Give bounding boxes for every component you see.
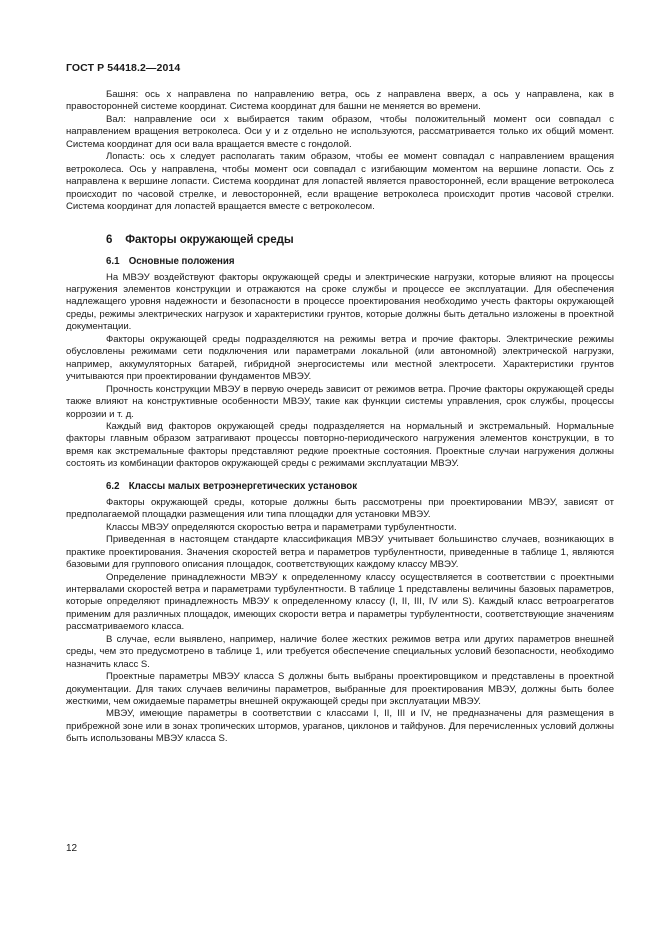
paragraph: Вал: направление оси x выбирается таким образом, чтобы положительный момент оси совпадал с направлением вращения ветроколеса. Оси y и z отдельно не используются, рассматривается только их общий момент. Система координат для оси вала вращается вместе с гондолой. — [66, 113, 614, 150]
paragraph: Факторы окружающей среды подразделяются на режимы ветра и прочие факторы. Электрические режимы обусловлены режимами сети подключения или параметрами локальной (или автономной) электрической нагрузки, например, аккумуляторных батарей, гибридной энергосистемы или местной электросети. Характеристики грунтов учитываются при проектировании фундаментов МВЭУ. — [66, 333, 614, 383]
section-number: 6 — [106, 233, 113, 246]
paragraph: В случае, если выявлено, например, наличие более жестких режимов ветра или других параметров внешней среды, чем это предусмотрено в таблице 1, или требуется обеспечение специальных условий безопасности, необходимо назначить класс S. — [66, 633, 614, 670]
paragraph: Лопасть: ось x следует располагать таким образом, чтобы ее момент совпадал с направлением вращения ветроколеса. Ось y направлена, чтобы момент оси совпадал с изгибающим моментом на вершине лопасти. Ось z направлена к вершине лопасти. Система координат для лопастей является правосторонней, если вращение ветроколеса происходит по часовой стрелке, и левосторонней, если вращение ветроколеса происходит против часовой стрелки. Система координат для лопастей вращается вместе с ветроколесом. — [66, 151, 614, 213]
page-number: 12 — [66, 843, 78, 854]
subsection-number: 6.2 — [106, 480, 120, 492]
paragraph: Определение принадлежности МВЭУ к определенному классу осуществляется в соответствии с проектными интервалами скоростей ветра и параметрами турбулентности. В таблице 1 представлены величины базовых параметров, которые определяют принадлежность МВЭУ к определенному классу (I, II, III, IV или S). Каждый класс ветроагрегатов применим для различных площадок, имеющих скорости ветра и параметры турбулентности, соответствующие значениям рассматриваемого класса. — [66, 571, 614, 633]
paragraph: Каждый вид факторов окружающей среды подразделяется на нормальный и экстремальный. Нормальные факторы главным образом затрагивают процессы повторно-периодического нагружения элементов конструкции, в то время как экстремальные факторы представляют редкие проектные состояния. Проектные случаи нагружения должны состоять из комбинации факторов окружающей среды с режимами эксплуатации МВЭУ. — [66, 420, 614, 470]
paragraph: Прочность конструкции МВЭУ в первую очередь зависит от режимов ветра. Прочие факторы окружающей среды также влияют на конструктивные особенности МВЭУ, такие как функции системы управления, срок службы, процессы коррозии и т. д. — [66, 383, 614, 420]
section-heading — [106, 233, 614, 247]
subsection-title: Основные положения — [128, 255, 235, 267]
paragraph: Факторы окружающей среды, которые должны быть рассмотрены при проектировании МВЭУ, зависят от предполагаемой площадки размещения или типа площадки для установки МВЭУ. — [66, 496, 614, 521]
subsection-title: Классы малых ветроэнергетических установок — [128, 480, 358, 492]
section-title: Факторы окружающей среды — [125, 233, 294, 246]
subsection-heading — [106, 481, 614, 493]
paragraph: Башня: ось x направлена по направлению ветра, ось z направлена вверх, а ось y направлена, как в правосторонней системе координат. Система координат для башни не меняется во времени. — [66, 89, 614, 113]
paragraph: МВЭУ, имеющие параметры в соответствии с классами I, II, III и IV, не предназначены для размещения в прибрежной зоне или в зонах тропических штормов, ураганов, циклонов и тайфунов. Для перечисленных условий должны быть использованы МВЭУ класса S. — [66, 708, 614, 745]
subsection-heading — [106, 256, 614, 268]
paragraph: Приведенная в настоящем стандарте классификация МВЭУ учитывает большинство случаев, возникающих в практике проектирования. Значения скоростей ветра и параметров турбулентности, приведенные в таблице 1, являются базовыми для группового описания площадок, соответствующих каждому классу МВЭУ. — [66, 534, 614, 571]
paragraph: На МВЭУ воздействуют факторы окружающей среды и электрические нагрузки, которые влияют на процессы нагружения элементов конструкции и отражаются на сроке службы и процессе ее эксплуатации. Для обеспечения надлежащего уровня надежности и безопасности в процессе проектирования необходимо учесть факторы окружающей среды, режимы электрических нагрузок и характеристики грунтов, которые должны быть детально изложены в проектной документации. — [66, 271, 614, 333]
paragraph: Проектные параметры МВЭУ класса S должны быть выбраны проектировщиком и представлены в проектной документации. Для таких случаев величины параметров, выбранные для проектирования МВЭУ, должны быть более жесткими, чем ожидаемые параметры внешней окружающей среды при эксплуатации МВЭУ. — [66, 671, 614, 708]
document-body — [66, 89, 614, 746]
document-header: ГОСТ Р 54418.2—2014 — [66, 62, 181, 74]
subsection-number: 6.1 — [106, 255, 120, 267]
paragraph: Классы МВЭУ определяются скоростью ветра и параметрами турбулентности. — [106, 521, 457, 533]
